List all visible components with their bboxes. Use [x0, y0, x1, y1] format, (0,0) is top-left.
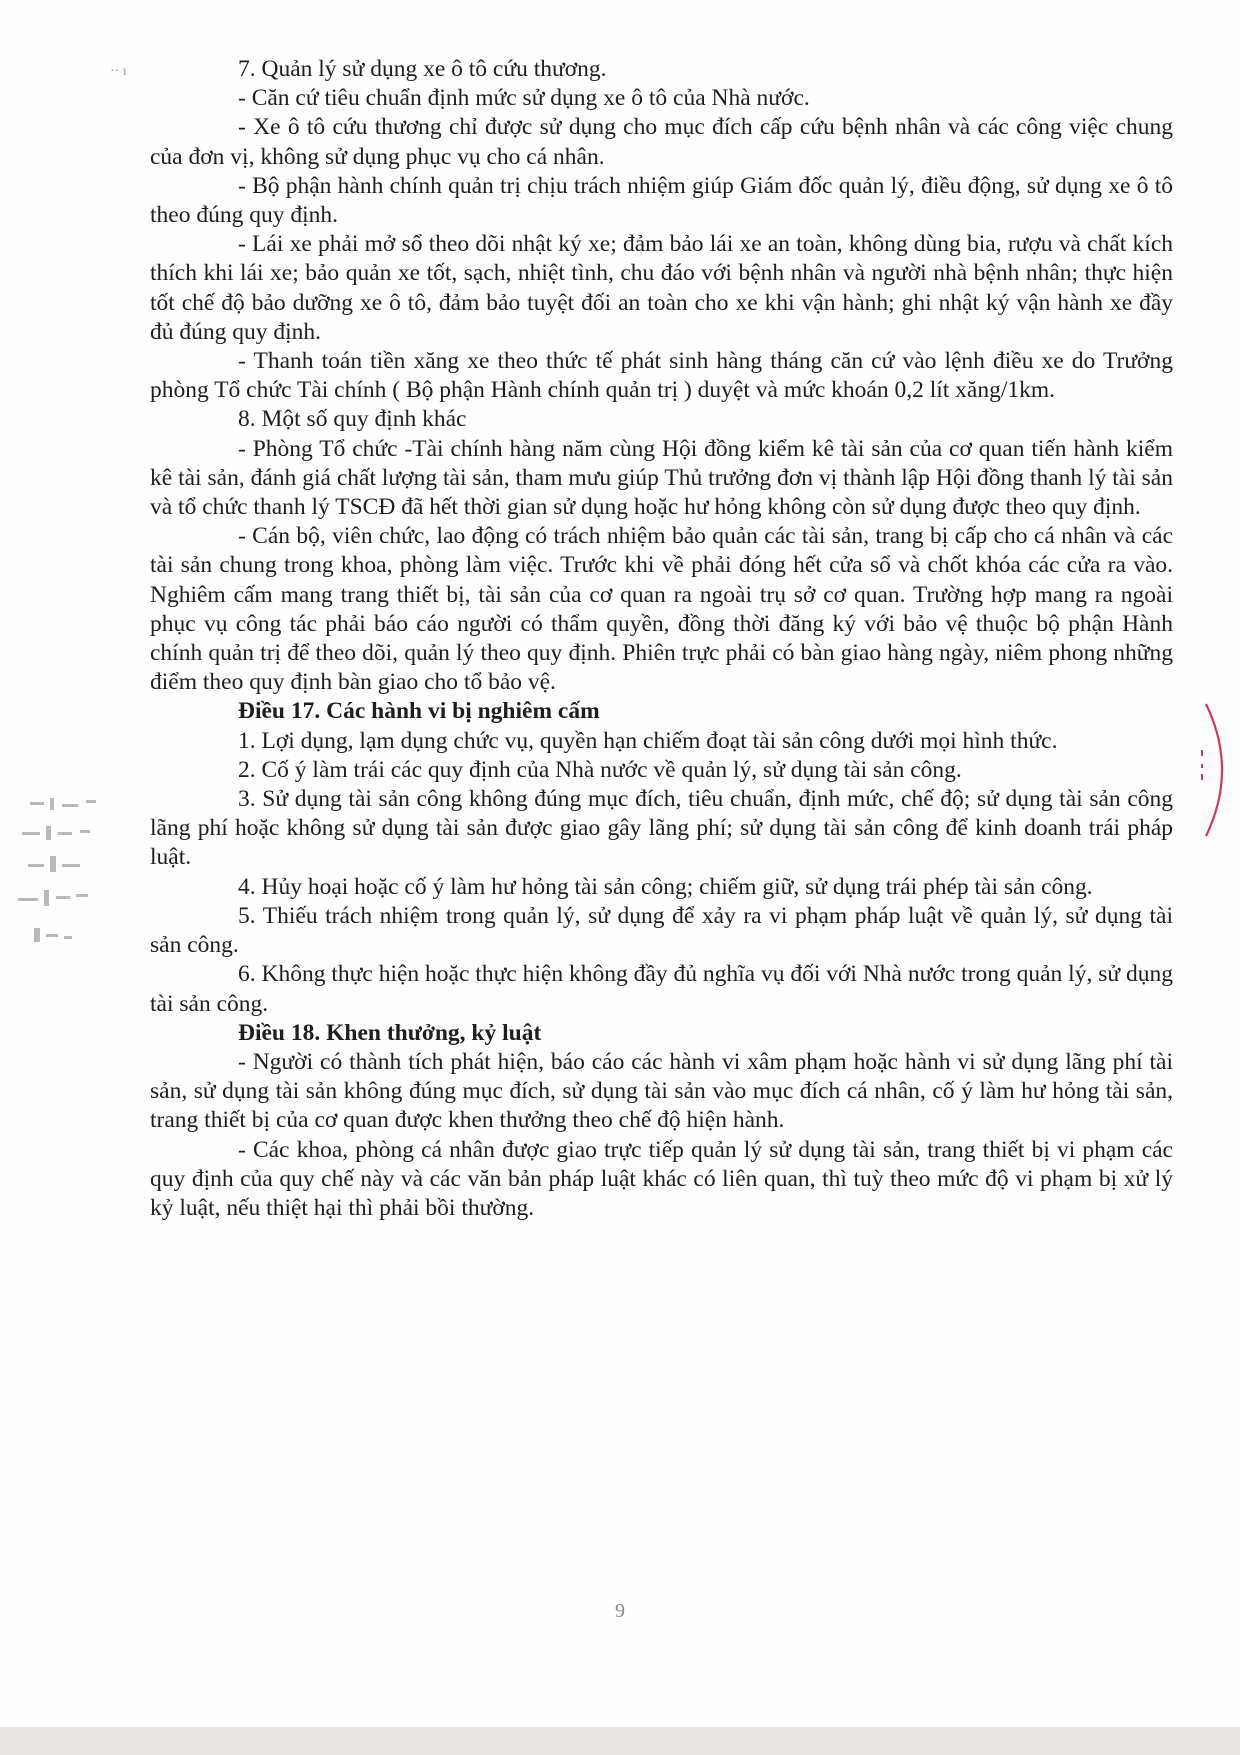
red-stamp-edge	[1200, 700, 1240, 840]
paragraph: 5. Thiếu trách nhiệm trong quản lý, sử dụng để xảy ra vi phạm pháp luật về quản lý, sử dụng tài sản công.	[150, 902, 1173, 959]
scan-bottom-edge	[0, 1727, 1240, 1755]
paragraph: - Thanh toán tiền xăng xe theo thức tế phát sinh hàng tháng căn cứ vào lệnh điều xe do Trưởng phòng Tổ chức Tài chính ( Bộ phận Hành chính quản trị ) duyệt và mức khoán 0,2 lít xăng/1km.	[150, 348, 1173, 404]
paragraph: 4. Hủy hoại hoặc cố ý làm hư hỏng tài sản công; chiếm giữ, sử dụng trái phép tài sản công.	[238, 873, 1093, 900]
paragraph: - Xe ô tô cứu thương chỉ được sử dụng cho mục đích cấp cứu bệnh nhân và các công việc chung của đơn vị, không sử dụng phục vụ cho cá nhân.	[150, 114, 1173, 170]
paragraph: 1. Lợi dụng, lạm dụng chức vụ, quyền hạn chiếm đoạt tài sản công dưới mọi hình thức.	[238, 727, 1058, 754]
article-heading: Điều 17. Các hành vi bị nghiêm cấm	[238, 698, 600, 725]
margin-scan-noise	[0, 790, 130, 990]
paragraph: 3. Sử dụng tài sản công không đúng mục đích, tiêu chuẩn, định mức, chế độ; sử dụng tài sản công lãng phí hoặc không sử dụng tài sản được giao gây lãng phí; sử dụng tài sản công để kinh doanh trái pháp luật.	[150, 786, 1173, 871]
paragraph: - Người có thành tích phát hiện, báo cáo các hành vi xâm phạm hoặc hành vi sử dụng lãng phí tài sản, sử dụng tài sản không đúng mục đích, sử dụng tài sản vào mục đích cá nhân, cố ý làm hư hỏng tài sản, trang thiết bị của cơ quan được khen thưởng theo chế độ hiện hành.	[150, 1048, 1173, 1134]
paragraph: - Lái xe phải mở sổ theo dõi nhật ký xe; đảm bảo lái xe an toàn, không dùng bia, rượu và chất kích thích khi lái xe; bảo quản xe tốt, sạch, nhiệt tình, chu đáo với bệnh nhân và người nhà bệnh nhân; thực hiện tốt chế độ bảo dưỡng xe ô tô, đảm bảo tuyệt đối an toàn cho xe khi vận hành; ghi nhật ký vận hành xe đầy đủ đúng quy định.	[150, 231, 1173, 345]
paragraph: - Bộ phận hành chính quản trị chịu trách nhiệm giúp Giám đốc quản lý, điều động, sử dụng xe ô tô theo đúng quy định.	[150, 172, 1173, 229]
paragraph: 6. Không thực hiện hoặc thực hiện không đầy đủ nghĩa vụ đối với Nhà nước trong quản lý, sử dụng tài sản công.	[150, 961, 1173, 1017]
paragraph: - Phòng Tổ chức -Tài chính hàng năm cùng Hội đồng kiểm kê tài sản của cơ quan tiến hành kiểm kê tài sản, đánh giá chất lượng tài sản, tham mưu giúp Thủ trưởng đơn vị thành lập Hội đồng thanh lý tài sản và tổ chức thanh lý TSCĐ đã hết thời gian sử dụng hoặc hư hỏng không còn sử dụng được theo quy định.	[150, 435, 1173, 521]
paragraph: - Căn cứ tiêu chuẩn định mức sử dụng xe ô tô của Nhà nước.	[238, 85, 810, 112]
article-heading: Điều 18. Khen thưởng, kỷ luật	[238, 1019, 542, 1046]
paragraph: - Cán bộ, viên chức, lao động có trách nhiệm bảo quản các tài sản, trang bị cấp cho cá nhân và các tài sản chung trong khoa, phòng làm việc. Trước khi về phải đóng hết cửa sổ và chốt khóa các cửa ra vào. Nghiêm cấm mang trang thiết bị, tài sản của cơ quan ra ngoài trụ sở cơ quan. Trường hợp mang ra ngoài phục vụ công tác phải báo cáo người có thẩm quyền, đồng thời đăng ký với bảo vệ thuộc bộ phận Hành chính quản trị để theo dõi, quản lý theo quy định. Phiên trực phải có bàn giao hàng ngày, niêm phong những điểm theo quy định bàn giao cho tổ bảo vệ.	[150, 523, 1173, 696]
paragraph: - Các khoa, phòng cá nhân được giao trực tiếp quản lý sử dụng tài sản, trang thiết bị vi phạm các quy định của quy chế này và các văn bản pháp luật khác có liên quan, thì tuỳ theo mức độ vi phạm bị xử lý kỷ luật, nếu thiệt hại thì phải bồi thường.	[150, 1136, 1173, 1221]
paragraph: 8. Một số quy định khác	[238, 406, 467, 433]
paragraph: 2. Cố ý làm trái các quy định của Nhà nước về quản lý, sử dụng tài sản công.	[238, 756, 962, 783]
page-number: 9	[615, 1600, 625, 1622]
svg-text:·· ı: ·· ı	[110, 64, 127, 79]
document-body	[150, 55, 1173, 1223]
paragraph: 7. Quản lý sử dụng xe ô tô cứu thương.	[238, 56, 607, 82]
scan-artifact-mark	[110, 60, 150, 80]
